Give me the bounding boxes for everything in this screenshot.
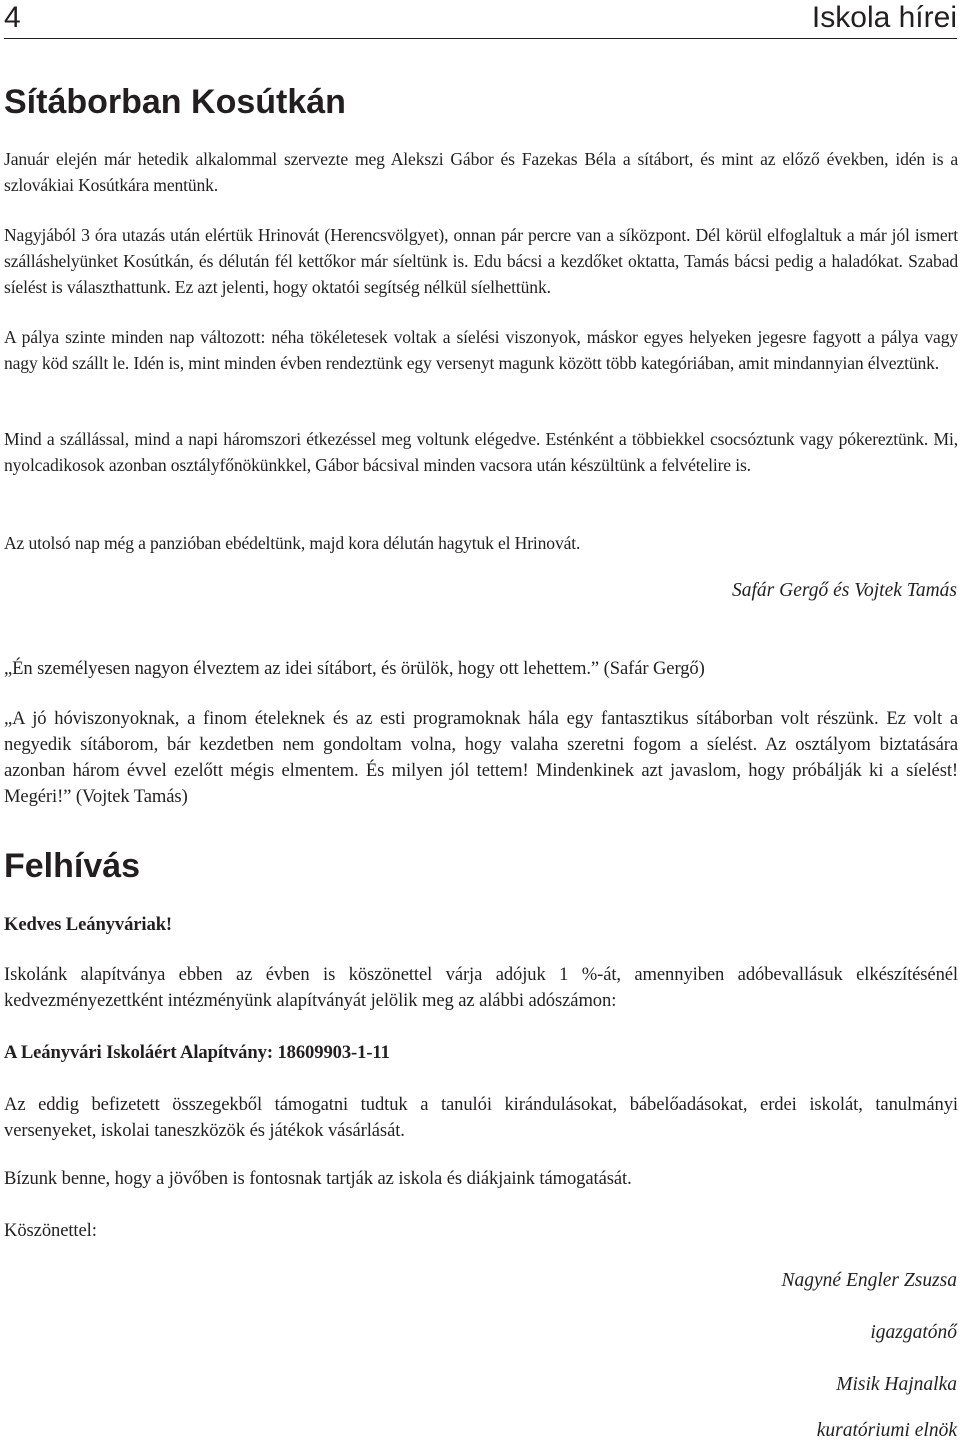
page-header — [0, 0, 960, 38]
article1-signature: Safár Gergő és Vojtek Tamás — [732, 580, 957, 601]
section-title: Iskola hírei — [811, 1, 957, 34]
signature-name-2: Misik Hajnalka — [836, 1374, 957, 1395]
article2-paragraph-2: Az eddig befizetett összegekből támogatni tudtuk a tanulói kirándulásokat, bábelőadásokat, erdei iskolát, tanulmányi versenyeket, iskolai taneszközök és játékok vásárlását. — [4, 1094, 958, 1141]
header-divider — [4, 38, 957, 39]
closing: Köszönettel: — [4, 1220, 97, 1241]
article1-paragraph-2: Nagyjából 3 óra utazás után elértük Hrinovát (Herencsvölgyet), onnan pár percre van a síközpont. Dél körül elfoglaltuk a már jól ismert szálláshelyünket Kosútkán, és délután fél kettőkor már síeltünk is. Edu bácsi a kezdőket oktatta, Tamás bácsi pedig a haladókat. Szabad síelést is választhattunk. Ez azt jelenti, hogy oktatói segítség nélkül síelhettünk. — [4, 225, 958, 297]
article-title-sitabor: Sítáborban Kosútkán — [4, 83, 346, 121]
quote-vojtek: „A jó hóviszonyoknak, a finom ételeknek és az esti programoknak hála egy fantasztikus sítáborban volt részünk. Ez volt a negyedik sítáborom, bár kezdetben nem gondoltam volna, hogy valaha szeretni fogom a síelést. Az osztályom biztatására azonban három évvel ezelőtt mégis elmentem. És milyen jól tettem! Mindenkinek azt javaslom, hogy próbálják ki a síelést! Megéri!” (Vojtek Tamás) — [4, 708, 958, 807]
article2-paragraph-3: Bízunk benne, hogy a jövőben is fontosnak tartják az iskola és diákjaink támogatását. — [4, 1168, 632, 1189]
article1-paragraph-3: A pálya szinte minden nap változott: néha tökéletesek voltak a síelési viszonyok, máskor egyes helyeken jegesre fagyott a pálya vagy nagy köd szállt le. Idén is, mint minden évben rendeztünk egy versenyt magunk között több kategóriában, amit mindannyian élveztünk. — [4, 327, 958, 373]
article-title-felhivas: Felhívás — [4, 847, 141, 885]
foundation-tax-number: A Leányvári Iskoláért Alapítvány: 18609903-1-11 — [4, 1042, 390, 1063]
article1-paragraph-4: Mind a szállással, mind a napi háromszori étkezéssel meg voltunk elégedve. Esténként a többiekkel csocsóztunk vagy pókereztünk. Mi, nyolcadikosok azonban osztályfőnökünkkel, Gábor bácsival minden vacsora után készültünk a felvételire is. — [4, 429, 958, 475]
page-number: 4 — [4, 1, 21, 34]
signature-name-1: Nagyné Engler Zsuzsa — [781, 1270, 957, 1291]
quote-safar: „Én személyesen nagyon élveztem az idei sítábort, és örülök, hogy ott lehettem.” (Safár Gergő) — [4, 658, 705, 679]
article1-paragraph-1: Január elején már hetedik alkalommal szervezte meg Alekszi Gábor és Fazekas Béla a sítábort, és mint az előző években, idén is a szlovákiai Kosútkára mentünk. — [4, 149, 958, 195]
article1-paragraph-5: Az utolsó nap még a panzióban ebédeltünk, majd kora délután hagytuk el Hrinovát. — [4, 533, 581, 553]
signature-title-2: kuratóriumi elnök — [816, 1420, 957, 1441]
signature-title-1: igazgatónő — [870, 1322, 957, 1343]
article2-paragraph-1: Iskolánk alapítványa ebben az évben is köszönettel várja adójuk 1 %-át, amennyiben adóbevallásuk elkészítésénél kedvezményezettként intézményünk alapítványát jelölik meg az alábbi adószámon: — [4, 964, 958, 1011]
greeting: Kedves Leányváriak! — [4, 914, 173, 935]
